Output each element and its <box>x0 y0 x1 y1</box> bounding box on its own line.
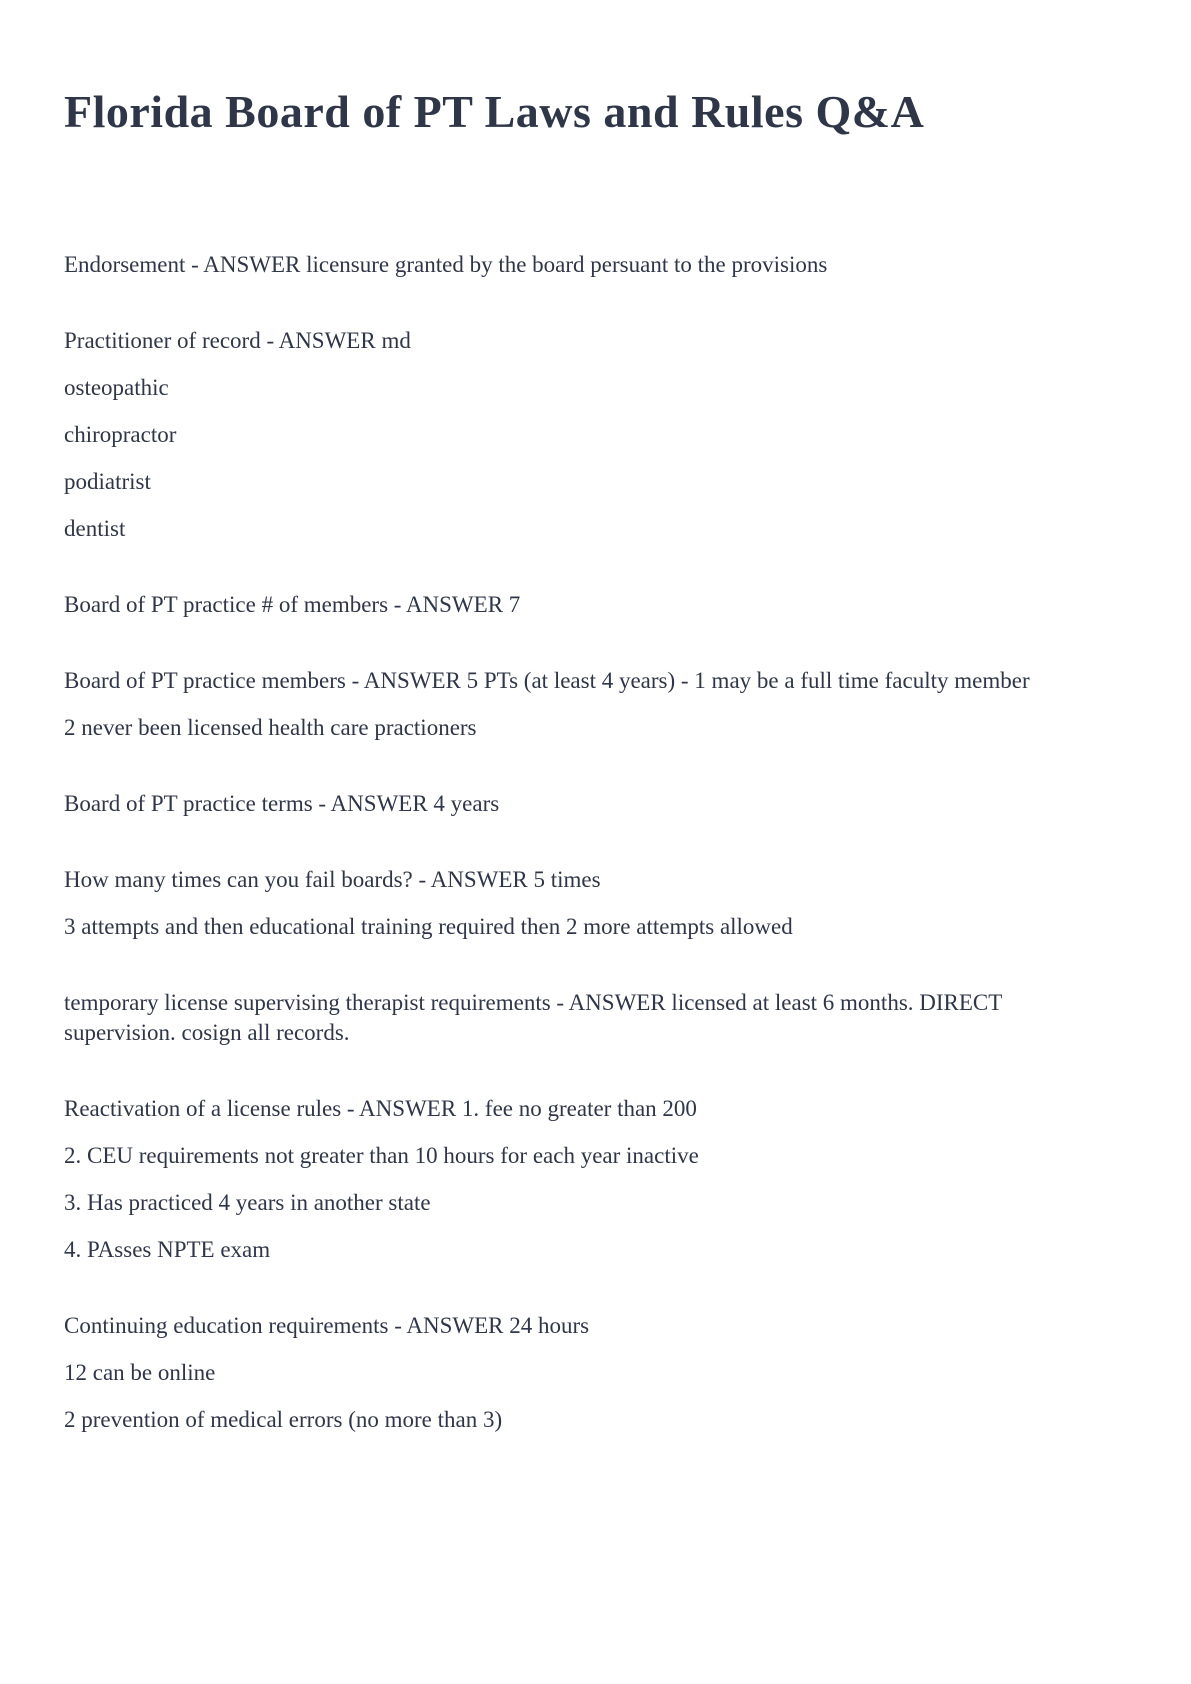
qa-block <box>64 865 1105 942</box>
paragraph <box>64 912 1105 942</box>
paragraph <box>64 373 1105 403</box>
document-body <box>64 250 1105 1435</box>
document-line: Reactivation of a license rules - ANSWER 1. fee no greater than 200 <box>64 1096 697 1121</box>
paragraph <box>64 1311 1105 1341</box>
paragraph <box>64 1405 1105 1435</box>
page-title: Florida Board of PT Laws and Rules Q&A <box>64 86 925 137</box>
document-line: 3. Has practiced 4 years in another state <box>64 1190 431 1215</box>
document-line: Board of PT practice terms - ANSWER 4 years <box>64 791 500 816</box>
document-line: supervision. cosign all records. <box>64 1020 350 1045</box>
qa-block <box>64 666 1105 743</box>
paragraph <box>64 1094 1105 1124</box>
document-line: osteopathic <box>64 375 169 400</box>
paragraph <box>64 590 1105 620</box>
document-line: 12 can be online <box>64 1360 216 1385</box>
document-line: Endorsement - ANSWER licensure granted by the board persuant to the provisions <box>64 252 828 277</box>
qa-block <box>64 1311 1105 1435</box>
paragraph <box>64 250 1105 280</box>
document-line: 2 never been licensed health care practioners <box>64 715 477 740</box>
paragraph <box>64 713 1105 743</box>
qa-block <box>64 326 1105 544</box>
document-line: Practitioner of record - ANSWER md <box>64 328 411 353</box>
document-line: Board of PT practice members - ANSWER 5 PTs (at least 4 years) - 1 may be a full time faculty member <box>64 668 1030 693</box>
paragraph <box>64 1358 1105 1388</box>
qa-block <box>64 590 1105 620</box>
document-line: chiropractor <box>64 422 177 447</box>
document-line: 2. CEU requirements not greater than 10 hours for each year inactive <box>64 1143 699 1168</box>
document-line: 3 attempts and then educational training required then 2 more attempts allowed <box>64 914 793 939</box>
paragraph <box>64 666 1105 696</box>
qa-block <box>64 988 1105 1048</box>
paragraph <box>64 420 1105 450</box>
qa-block <box>64 789 1105 819</box>
paragraph <box>64 865 1105 895</box>
paragraph <box>64 789 1105 819</box>
document-line: 4. PAsses NPTE exam <box>64 1237 271 1262</box>
qa-block <box>64 250 1105 280</box>
document-line: Board of PT practice # of members - ANSWER 7 <box>64 592 521 617</box>
document-line: How many times can you fail boards? - ANSWER 5 times <box>64 867 601 892</box>
paragraph <box>64 1235 1105 1265</box>
paragraph <box>64 514 1105 544</box>
document-line: podiatrist <box>64 469 151 494</box>
document-line: Continuing education requirements - ANSWER 24 hours <box>64 1313 590 1338</box>
qa-block <box>64 1094 1105 1265</box>
paragraph <box>64 326 1105 356</box>
paragraph <box>64 988 1105 1048</box>
paragraph <box>64 1188 1105 1218</box>
document-line: 2 prevention of medical errors (no more than 3) <box>64 1407 503 1432</box>
paragraph <box>64 467 1105 497</box>
document-line: dentist <box>64 516 126 541</box>
paragraph <box>64 1141 1105 1171</box>
document-line: temporary license supervising therapist requirements - ANSWER licensed at least 6 months. DIRECT <box>64 990 1003 1015</box>
